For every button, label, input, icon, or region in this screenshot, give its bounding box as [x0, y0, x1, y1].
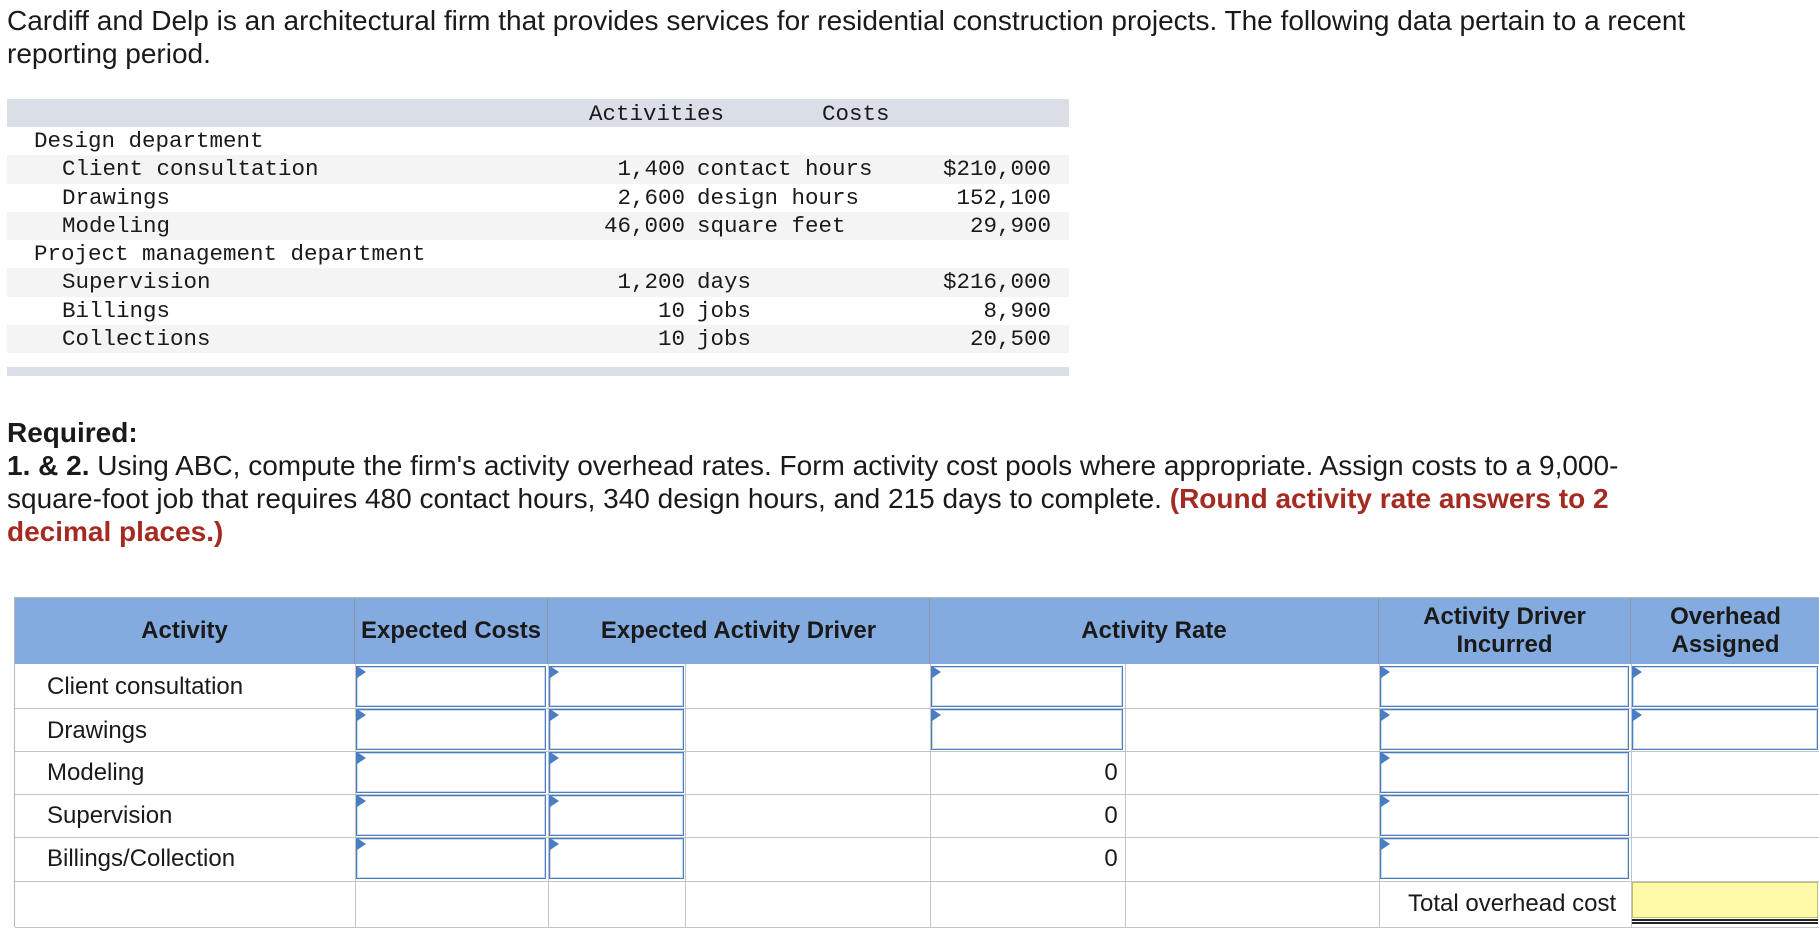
answer-grid	[14, 597, 1819, 927]
expected-activity-driver-input[interactable]	[549, 838, 684, 879]
data-table-header	[7, 99, 1069, 127]
row-unit: days	[697, 269, 752, 296]
header-expected-costs: Expected Costs	[355, 598, 548, 664]
required-text: Using ABC, compute the firm's activity overhead rates. Form activity cost pools where appropriate. Assign costs to a 9,000-square-foot job that requires 480 contact hours, 340 design hours, and 215 days to complete.	[7, 450, 1619, 514]
row-label: Modeling	[62, 212, 171, 239]
row-cost: 152,100	[956, 184, 1051, 211]
activity-label-billings-collection: Billings/Collection	[47, 845, 236, 872]
header-expected-activity-driver: Expected Activity Driver	[548, 598, 930, 664]
row-quantity: 2,600	[617, 184, 685, 211]
activity-rate-value: 0	[1104, 845, 1118, 872]
total-overhead-cost-input[interactable]	[1632, 882, 1818, 918]
row-quantity: 10	[657, 326, 685, 353]
activity-rate-input[interactable]	[931, 666, 1123, 707]
row-unit: design hours	[697, 184, 860, 211]
required-heading: Required:	[7, 417, 138, 448]
column-divider	[685, 664, 686, 928]
activity-label-client-consultation: Client consultation	[47, 673, 244, 700]
row-quantity: 46,000	[603, 212, 685, 239]
intro-text: Cardiff and Delp is an architectural firm that provides services for residential construction projects. The following data pertain to a recent reporting period.	[7, 5, 1686, 69]
expected-activity-driver-input[interactable]	[549, 752, 684, 793]
data-row	[7, 325, 1069, 353]
activity-driver-incurred-input[interactable]	[1380, 752, 1629, 793]
header-activity-rate: Activity Rate	[930, 598, 1379, 664]
data-row	[7, 212, 1069, 240]
row-cost: 29,900	[969, 212, 1051, 239]
row-divider	[15, 881, 1819, 882]
expected-activity-driver-input[interactable]	[549, 666, 684, 707]
row-label: Billings	[62, 297, 171, 324]
data-row	[7, 155, 1069, 183]
activity-rate-value: 0	[1104, 759, 1118, 786]
header-activity-driver-incurred: Activity Driver Incurred	[1379, 598, 1631, 664]
row-label: Collections	[62, 326, 211, 353]
header-activity: Activity	[15, 598, 355, 664]
activity-driver-incurred-input[interactable]	[1380, 709, 1629, 750]
overhead-assigned-input[interactable]	[1632, 709, 1818, 750]
required-number: 1. & 2.	[7, 450, 90, 481]
row-label: Client consultation	[62, 156, 319, 183]
expected-costs-input[interactable]	[356, 838, 546, 879]
row-label: Design department	[34, 128, 264, 154]
data-row	[7, 184, 1069, 212]
row-unit: jobs	[697, 326, 752, 353]
expected-costs-input[interactable]	[356, 666, 546, 707]
row-unit: square feet	[697, 212, 846, 239]
activity-driver-incurred-input[interactable]	[1380, 838, 1629, 879]
expected-activity-driver-input[interactable]	[549, 709, 684, 750]
costs-column-header: Costs	[822, 101, 890, 127]
header-overhead-assigned: Overhead Assigned	[1670, 603, 1781, 658]
data-row	[7, 240, 1069, 268]
row-cost: $210,000	[942, 156, 1051, 183]
activity-rate-input[interactable]	[931, 709, 1123, 750]
total-overhead-cost-label: Total overhead cost	[1408, 890, 1617, 917]
expected-costs-input[interactable]	[356, 795, 546, 836]
activity-label-drawings: Drawings	[47, 717, 148, 744]
data-table	[7, 99, 1069, 376]
row-cost: $216,000	[942, 269, 1051, 296]
column-divider	[1125, 664, 1126, 928]
data-row	[7, 268, 1069, 296]
expected-costs-input[interactable]	[356, 752, 546, 793]
answer-grid-header	[15, 598, 1819, 664]
activity-label-supervision: Supervision	[47, 802, 173, 829]
row-cost: 20,500	[969, 326, 1051, 353]
data-table-footer-bar	[7, 367, 1069, 376]
overhead-assigned-input[interactable]	[1632, 666, 1818, 707]
row-unit: contact hours	[697, 156, 873, 183]
data-row	[7, 127, 1069, 155]
expected-activity-driver-input[interactable]	[549, 795, 684, 836]
rounding-note: (Round activity rate answers to 2 decimal places.)	[7, 483, 1609, 547]
row-label: Supervision	[62, 269, 211, 296]
row-quantity: 1,200	[617, 269, 685, 296]
row-quantity: 10	[657, 297, 685, 324]
row-unit: jobs	[697, 297, 752, 324]
expected-costs-input[interactable]	[356, 709, 546, 750]
row-label: Drawings	[62, 184, 171, 211]
required-instructions	[7, 416, 1707, 548]
data-row	[7, 297, 1069, 325]
row-cost: 8,900	[983, 297, 1051, 324]
double-underline	[1632, 919, 1818, 924]
activity-driver-incurred-input[interactable]	[1380, 795, 1629, 836]
row-label: Project management department	[34, 241, 426, 268]
activity-driver-incurred-input[interactable]	[1380, 666, 1629, 707]
activities-column-header: Activities	[589, 101, 725, 127]
activity-rate-value: 0	[1104, 802, 1118, 829]
row-quantity: 1,400	[617, 156, 685, 183]
activity-label-modeling: Modeling	[47, 759, 145, 786]
